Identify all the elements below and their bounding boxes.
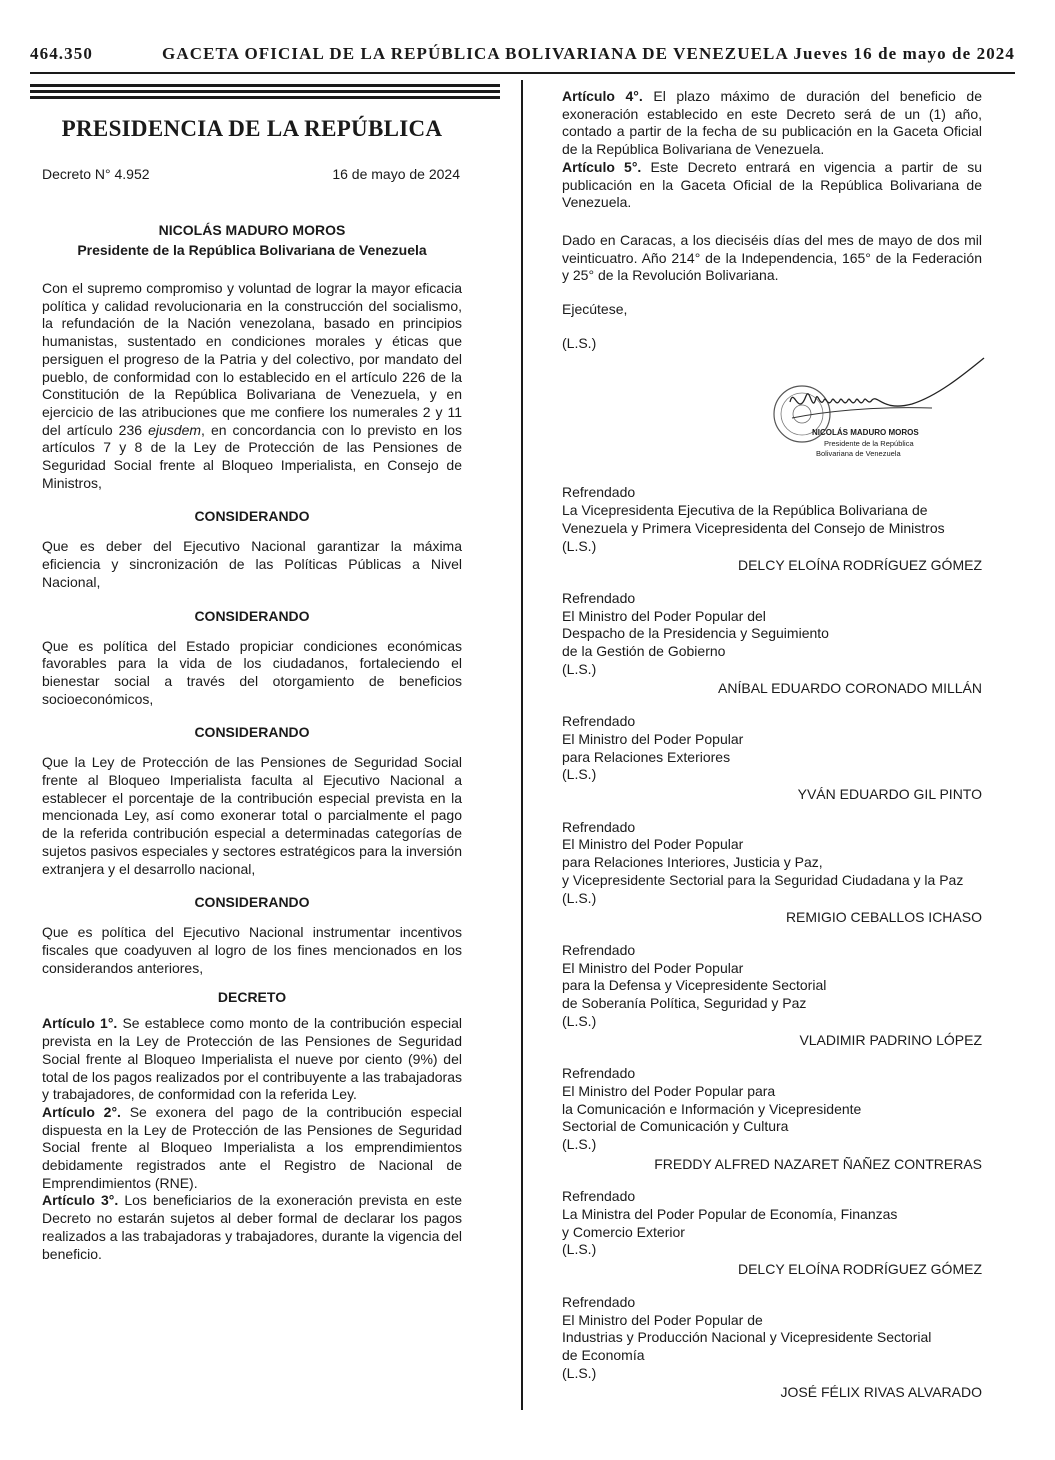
refrendado-office: para la Defensa y Vicepresidente Sectorial: [562, 977, 827, 994]
refrendado-label: Refrendado: [562, 818, 636, 835]
president-name: NICOLÁS MADURO MOROS: [158, 222, 346, 238]
issue-date: Jueves 16 de mayo de 2024: [793, 44, 1015, 63]
refrendado-block: [562, 1188, 982, 1279]
refrendado-signatory: YVÁN EDUARDO GIL PINTO: [797, 785, 982, 802]
refrendado-label: Refrendado: [562, 589, 636, 606]
refrendado-office: Sectorial de Comunicación y Cultura: [562, 1118, 789, 1135]
refrendado-office: para Relaciones Exteriores: [562, 748, 731, 765]
presidential-signature: [562, 356, 982, 484]
refrendado-signatory: DELCY ELOÍNA RODRÍGUEZ GÓMEZ: [737, 1261, 982, 1278]
refrendado-signatory: VLADIMIR PADRINO LÓPEZ: [799, 1032, 982, 1049]
refrendado-block: [562, 590, 982, 698]
refrendado-label: Refrendado: [562, 941, 636, 958]
refrendado-signatory: JOSÉ FÉLIX RIVAS ALVARADO: [780, 1384, 982, 1401]
dado-en-caracas: Dado en Caracas, a los dieciséis días del mes de mayo de dos mil veinticuatro. Año 214° de la Independencia, 165° de la Federación y 25° de la Revolución Bolivariana.: [562, 231, 982, 284]
refrendado-block: [562, 819, 982, 927]
article-5: Artículo 5°. Este Decreto entrará en vigencia a partir de su publicación en la Gaceta Oficial de la República Bolivariana de Venezuela.: [562, 158, 982, 211]
left-column: [42, 116, 462, 1263]
president-title: Presidente de la República Bolivariana de Venezuela: [77, 242, 427, 258]
refrendado-block: [562, 1065, 982, 1173]
article-1: Artículo 1°. Se establece como monto de la contribución especial prevista en la Ley de Protección de las Pensiones de Seguridad Social frente al Bloqueo Imperialista el nueve por ciento (9%) del total de los pagos realizados por el contribuyente a las trabajadoras y trabajadores, de conformidad con la referida Ley.: [42, 1015, 462, 1103]
article-2: Artículo 2°. Se exonera del pago de la contribución especial dispuesta en la Ley de Protección de las Pensiones de Seguridad Social frente al Bloqueo Imperialista a los emprendimientos debidamente registrados ante el Registro de Nacional de Emprendimientos (RNE).: [42, 1103, 462, 1191]
refrendado-signatory: REMIGIO CEBALLOS ICHASO: [785, 909, 982, 926]
considerando-2: Que es política del Estado propiciar condiciones económicas favorables para la vida de los ciudadanos, fortaleciendo el bienestar social a través del otorgamiento de beneficios socioeconómicos,: [42, 637, 462, 707]
refrendado-office: La Vicepresidenta Ejecutiva de la República Bolivariana de: [562, 502, 928, 519]
refrendado-office: El Ministro del Poder Popular: [562, 730, 744, 747]
refrendado-block: [562, 1294, 982, 1402]
ejecutese: Ejecútese,: [562, 301, 628, 318]
decree-line: [42, 166, 462, 182]
refrendado-office: El Ministro del Poder Popular: [562, 959, 744, 976]
column-divider: [521, 80, 523, 1410]
section-title: PRESIDENCIA DE LA REPÚBLICA: [61, 116, 443, 141]
decree-number: Decreto N° 4.952: [42, 166, 150, 182]
refrendado-office: de la Gestión de Gobierno: [562, 643, 726, 660]
refrendado-office: Despacho de la Presidencia y Seguimiento: [562, 625, 829, 642]
refrendado-seal: (L.S.): [562, 766, 597, 783]
refrendado-seal: (L.S.): [562, 660, 597, 677]
section-rules: [30, 84, 500, 102]
article-4: Artículo 4°. El plazo máximo de duración del beneficio de exoneración establecido en este Decreto será de un (1) año, contado a partir de la fecha de su publicación en la Gaceta Oficial de la República Bolivariana de Venezuela.: [562, 88, 982, 158]
refrendado-seal: (L.S.): [562, 1241, 597, 1258]
refrendado-office: de Economía: [562, 1346, 645, 1363]
considerando-heading: CONSIDERANDO: [194, 607, 310, 624]
article-3: Artículo 3°. Los beneficiarios de la exoneración prevista en este Decreto no estarán sujetos al deber formal de declarar los pagos realizados a las trabajadoras y trabajadores, durante la vigencia del beneficio.: [42, 1192, 462, 1262]
preamble: Con el supremo compromiso y voluntad de lograr la mayor eficacia política y calidad revolucionaria en la construcción del socialismo, la refundación de la Nación venezolana, basado en principios humanistas, sustentado en condiciones morales y éticas que persiguen el progreso de la Patria y del colectivo, por mandato del pueblo, de conformidad con lo establecido en el artículo 226 de la Constitución de la República Bolivariana de Venezuela, y en ejercicio de las atribuciones que me confiere los numerales 2 y 11 del artículo 236 ejusdem, en concordancia con lo previsto en los artículos 7 y 8 de la Ley de Protección de las Pensiones de Seguridad Social frente al Bloqueo Imperialista, en Consejo de Ministros,: [42, 280, 462, 491]
refrendado-office: La Ministra del Poder Popular de Economía, Finanzas: [562, 1206, 898, 1223]
publication-title: GACETA OFICIAL DE LA REPÚBLICA BOLIVARIANA DE VENEZUELA: [162, 44, 789, 63]
considerando-3: Que la Ley de Protección de las Pensiones de Seguridad Social frente al Bloqueo Imperialista faculta al Ejecutivo Nacional a establecer el porcentaje de la contribución especial prevista en la mencionada Ley, así como exonerar total o parcialmente el pago de la referida contribución especial a determinadas categorías de sujetos pasivos especiales y sectores estratégicos para la inversión extranjera y el desarrollo nacional,: [42, 754, 462, 877]
refrendado-office: para Relaciones Interiores, Justicia y Paz,: [562, 854, 823, 871]
considerando-heading: CONSIDERANDO: [194, 508, 310, 525]
decreto-heading: DECRETO: [217, 989, 287, 1006]
decree-date: 16 de mayo de 2024: [332, 166, 460, 182]
refrendado-signatory: ANÍBAL EDUARDO CORONADO MILLÁN: [718, 680, 982, 697]
refrendado-seal: (L.S.): [562, 1135, 597, 1152]
refrendado-office: la Comunicación e Información y Vicepresidente: [562, 1100, 862, 1117]
refrendado-seal: (L.S.): [562, 537, 597, 554]
refrendado-office: Industrias y Producción Nacional y Vicepresidente Sectorial: [562, 1329, 932, 1346]
refrendado-office: y Vicepresidente Sectorial para la Seguridad Ciudadana y la Paz: [562, 871, 964, 888]
seal-ls: (L.S.): [562, 334, 597, 351]
refrendado-signatory: DELCY ELOÍNA RODRÍGUEZ GÓMEZ: [737, 557, 982, 574]
refrendado-office: El Ministro del Poder Popular para: [562, 1082, 776, 1099]
refrendado-block: [562, 942, 982, 1050]
refrendado-office: El Ministro del Poder Popular del: [562, 607, 766, 624]
refrendado-label: Refrendado: [562, 1188, 636, 1205]
considerando-heading: CONSIDERANDO: [194, 894, 310, 911]
page-number: 464.350: [30, 44, 93, 63]
gazette-header: [30, 44, 1015, 72]
right-column: [562, 88, 982, 1417]
considerando-heading: CONSIDERANDO: [194, 724, 310, 741]
refrendado-block: [562, 484, 982, 575]
refrendado-seal: (L.S.): [562, 889, 597, 906]
refrendado-seal: (L.S.): [562, 1364, 597, 1381]
refrendado-label: Refrendado: [562, 1293, 636, 1310]
refrendado-office: Venezuela y Primera Vicepresidenta del Consejo de Ministros: [562, 519, 945, 536]
refrendado-office: El Ministro del Poder Popular de: [562, 1311, 763, 1328]
refrendado-seal: (L.S.): [562, 1012, 597, 1029]
refrendado-label: Refrendado: [562, 713, 636, 730]
refrendado-label: Refrendado: [562, 484, 636, 501]
refrendado-office: y Comercio Exterior: [562, 1223, 685, 1240]
refrendado-signatory: FREDDY ALFRED NAZARET ÑAÑEZ CONTRERAS: [654, 1155, 982, 1172]
header-rule: [30, 72, 1015, 74]
refrendado-office: El Ministro del Poder Popular: [562, 836, 744, 853]
refrendado-block: [562, 713, 982, 804]
signature-name: NICOLÁS MADURO MOROS: [812, 428, 919, 438]
refrendados-list: [562, 484, 982, 1402]
refrendado-label: Refrendado: [562, 1065, 636, 1082]
signature-title-2: Bolivariana de Venezuela: [816, 449, 901, 459]
considerando-4: Que es política del Ejecutivo Nacional instrumentar incentivos fiscales que coadyuven al logro de los fines mencionados en los considerandos anteriores,: [42, 924, 462, 976]
signature-title-1: Presidente de la República: [824, 439, 914, 449]
considerando-1: Que es deber del Ejecutivo Nacional garantizar la máxima eficiencia y sincronización de las Políticas Públicas a Nivel Nacional,: [42, 538, 462, 590]
refrendado-office: de Soberanía Política, Seguridad y Paz: [562, 995, 807, 1012]
